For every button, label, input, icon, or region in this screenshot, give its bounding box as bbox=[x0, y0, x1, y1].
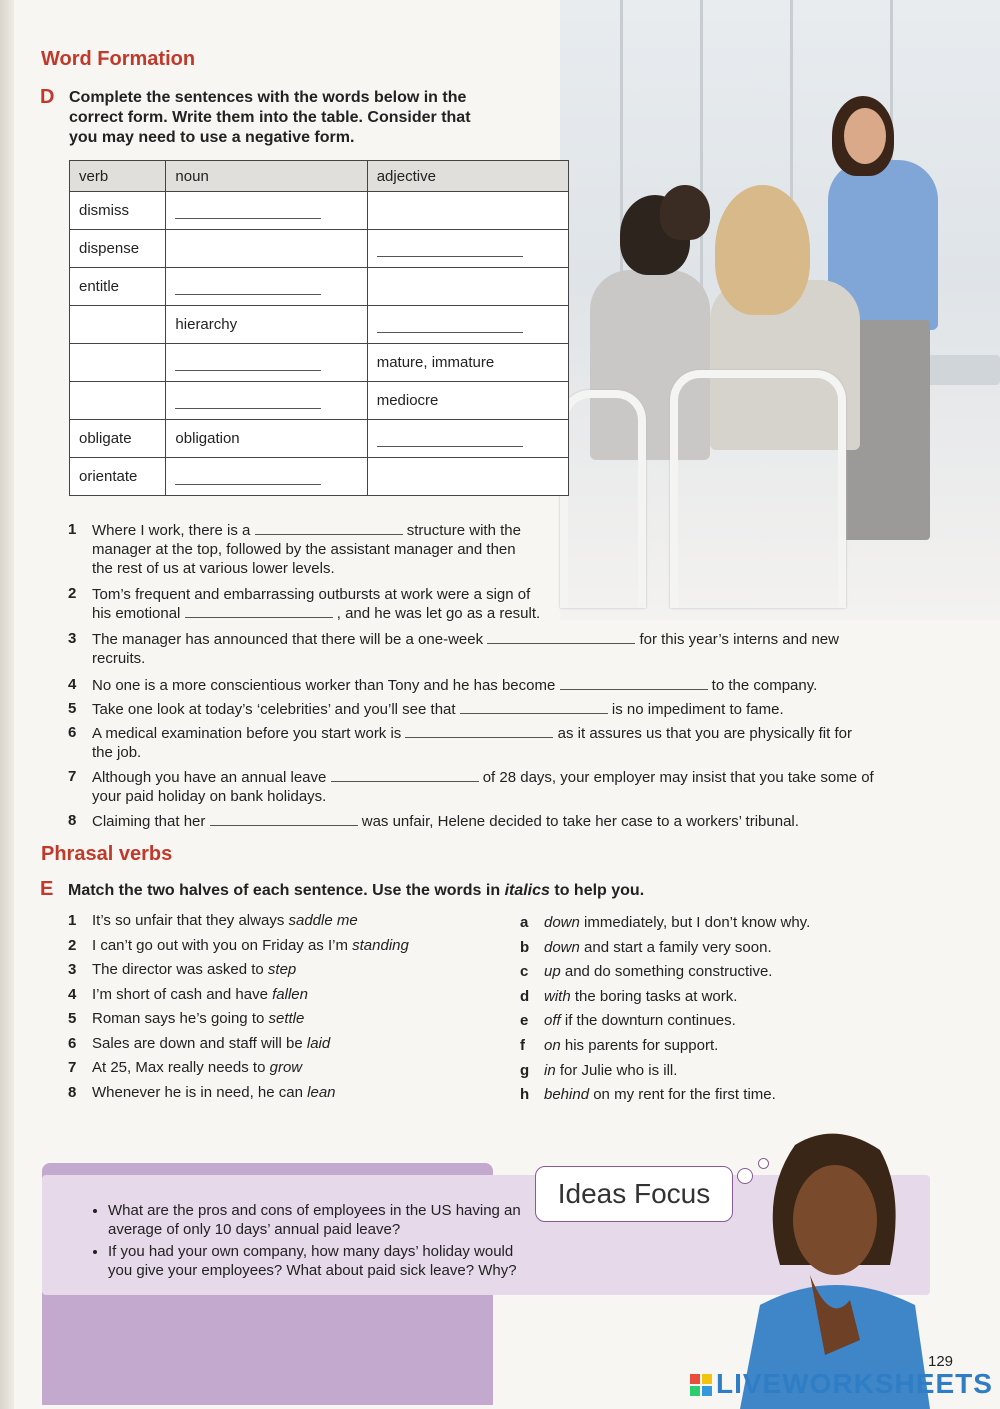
match-left-number: 7 bbox=[68, 1059, 77, 1076]
match-right-italic: off bbox=[544, 1012, 561, 1030]
answer-blank-cell[interactable] bbox=[367, 306, 568, 344]
sentence-text: No one is a more conscientious worker than Tony and he has become bbox=[92, 677, 556, 694]
answer-blank[interactable] bbox=[175, 280, 321, 295]
table-cell: orientate bbox=[70, 458, 166, 496]
table-row bbox=[70, 344, 569, 382]
answer-gap[interactable] bbox=[405, 725, 553, 738]
header-adjective: adjective bbox=[367, 161, 568, 192]
sentence-text: of 28 days, your employer may insist that you take some of bbox=[482, 769, 874, 786]
sentence-text: is no impediment to fame. bbox=[611, 701, 784, 718]
sentence-6 bbox=[92, 724, 922, 762]
sentence-text: recruits. bbox=[92, 650, 146, 667]
sentence-number: 6 bbox=[68, 724, 77, 741]
sentence-text: was unfair, Helene decided to take her case to a workers’ tribunal. bbox=[361, 813, 799, 830]
match-left-text: The director was asked to bbox=[92, 961, 264, 978]
answer-blank-cell[interactable] bbox=[166, 382, 367, 420]
answer-cell[interactable] bbox=[70, 382, 166, 420]
match-right-text: his parents for support. bbox=[564, 1037, 719, 1054]
match-right-item[interactable] bbox=[544, 939, 772, 956]
match-right-letter: a bbox=[520, 914, 529, 931]
sentence-text: the rest of us at various lower levels. bbox=[92, 560, 335, 577]
match-left-item[interactable] bbox=[92, 1059, 302, 1076]
answer-gap[interactable] bbox=[560, 677, 708, 690]
match-left-number: 4 bbox=[68, 985, 77, 1003]
answer-blank-cell[interactable] bbox=[166, 344, 367, 382]
match-right-italic: up bbox=[544, 963, 561, 981]
match-right-italic: on bbox=[544, 1037, 561, 1054]
sentence-number: 5 bbox=[68, 700, 77, 717]
sentence-text: for this year’s interns and new bbox=[639, 631, 839, 648]
answer-gap[interactable] bbox=[460, 701, 608, 714]
table-row bbox=[70, 420, 569, 458]
instruction-line: you may need to use a negative form. bbox=[69, 129, 355, 146]
answer-cell[interactable] bbox=[166, 230, 367, 268]
sentence-text: The manager has announced that there will be a one-week bbox=[92, 631, 484, 648]
instruction-italic: italics bbox=[504, 882, 550, 899]
match-right-text: and start a family very soon. bbox=[584, 938, 772, 956]
instruction-text: to help you. bbox=[554, 882, 645, 899]
match-left-number: 1 bbox=[68, 912, 77, 929]
watermark-logo[interactable]: LIVEWORKSHEETS bbox=[716, 1368, 993, 1399]
match-right-letter: c bbox=[520, 963, 529, 981]
sentence-number: 2 bbox=[68, 585, 77, 602]
table-row bbox=[70, 268, 569, 306]
match-right-item[interactable] bbox=[544, 1062, 677, 1079]
sentence-text: structure with the bbox=[406, 522, 521, 539]
match-right-letter: b bbox=[520, 938, 530, 956]
match-left-number: 3 bbox=[68, 961, 77, 978]
match-right-text: on my rent for the first time. bbox=[593, 1086, 776, 1104]
table-row bbox=[70, 230, 569, 268]
match-left-text: Whenever he is in need, he can bbox=[92, 1083, 303, 1101]
sentence-text: to the company. bbox=[711, 677, 818, 694]
section-heading-word-formation: Word Formation bbox=[41, 48, 196, 70]
match-left-text: Sales are down and staff will be bbox=[92, 1034, 303, 1052]
answer-blank-cell[interactable] bbox=[367, 230, 568, 268]
match-right-item[interactable] bbox=[544, 963, 772, 980]
match-left-italic: lean bbox=[307, 1083, 336, 1101]
second-man-hair bbox=[660, 185, 710, 240]
match-left-italic: settle bbox=[268, 1010, 305, 1027]
instruction-text: Match the two halves of each sentence. Use the words in bbox=[68, 882, 501, 899]
match-right-letter: h bbox=[520, 1086, 530, 1104]
sentence-number: 8 bbox=[68, 812, 77, 829]
sentence-text: A medical examination before you start work is bbox=[92, 725, 402, 742]
table-cell: mediocre bbox=[367, 382, 568, 420]
thinking-boy-illustration bbox=[740, 1125, 930, 1409]
table-cell: hierarchy bbox=[166, 306, 367, 344]
sentence-number: 7 bbox=[68, 768, 77, 785]
answer-blank[interactable] bbox=[377, 432, 523, 447]
sentence-text: his emotional bbox=[92, 605, 181, 622]
answer-blank[interactable] bbox=[377, 242, 523, 257]
answer-gap[interactable] bbox=[185, 605, 333, 618]
table-header-row bbox=[70, 161, 569, 192]
match-right-italic: behind bbox=[544, 1086, 590, 1104]
match-right-item[interactable] bbox=[544, 1037, 718, 1054]
sentence-text: as it assures us that you are physically fit for bbox=[557, 725, 852, 742]
sentence-7 bbox=[92, 768, 942, 806]
answer-blank-cell[interactable] bbox=[166, 458, 367, 496]
sentence-text: Take one look at today’s ‘celebrities’ and you’ll see that bbox=[92, 701, 456, 718]
page-binding bbox=[0, 0, 14, 1409]
match-right-item[interactable] bbox=[544, 1012, 736, 1029]
sentence-3 bbox=[92, 630, 912, 668]
match-right-italic: down bbox=[544, 938, 580, 956]
answer-blank[interactable] bbox=[175, 204, 321, 219]
match-right-italic: down bbox=[544, 914, 580, 931]
answer-blank[interactable] bbox=[175, 356, 321, 371]
table-row bbox=[70, 306, 569, 344]
match-left-number: 2 bbox=[68, 936, 77, 954]
instruction-line: Complete the sentences with the words below in the bbox=[69, 89, 467, 106]
match-left-number: 5 bbox=[68, 1010, 77, 1027]
match-right-item[interactable] bbox=[544, 1086, 776, 1103]
white-chair bbox=[560, 390, 646, 608]
match-left-italic: grow bbox=[269, 1059, 303, 1076]
match-left-item[interactable] bbox=[92, 912, 358, 929]
sentence-text: Although you have an annual leave bbox=[92, 769, 327, 786]
sentence-text: your paid holiday on bank holidays. bbox=[92, 788, 327, 805]
table-row bbox=[70, 382, 569, 420]
table-row bbox=[70, 458, 569, 496]
answer-blank[interactable] bbox=[175, 470, 321, 485]
match-left-text: It’s so unfair that they always bbox=[92, 912, 285, 929]
white-chair bbox=[670, 370, 846, 608]
discussion-question: • If you had your own company, how many days’ holiday would you give your employees? What about paid sick leave? Why? bbox=[108, 1242, 538, 1280]
exercise-d-instruction bbox=[69, 88, 529, 148]
discussion-questions bbox=[68, 1201, 538, 1283]
sentence-text: manager at the top, followed by the assistant manager and then bbox=[92, 541, 516, 558]
answer-blank-cell[interactable] bbox=[166, 268, 367, 306]
match-right-text: for Julie who is ill. bbox=[559, 1061, 678, 1079]
match-left-text: Roman says he’s going to bbox=[92, 1010, 265, 1027]
sentence-2 bbox=[92, 585, 582, 623]
match-left-item[interactable] bbox=[92, 937, 409, 954]
ideas-focus-title: Ideas Focus bbox=[535, 1166, 733, 1222]
match-left-italic: laid bbox=[306, 1034, 331, 1052]
exercise-letter-e: E bbox=[40, 878, 54, 900]
sentence-text: , and he was let go as a result. bbox=[336, 605, 541, 622]
section-heading-phrasal-verbs: Phrasal verbs bbox=[41, 843, 173, 865]
table-cell: obligate bbox=[70, 420, 166, 458]
match-left-item[interactable] bbox=[92, 986, 308, 1003]
answer-gap[interactable] bbox=[210, 813, 358, 826]
sentence-number: 4 bbox=[68, 676, 77, 693]
match-right-letter: e bbox=[520, 1012, 529, 1030]
answer-blank[interactable] bbox=[377, 318, 523, 333]
page-number: 129 bbox=[928, 1353, 954, 1370]
header-noun: noun bbox=[166, 161, 367, 192]
answer-gap[interactable] bbox=[255, 522, 403, 535]
discussion-question: • What are the pros and cons of employees in the US having an average of only 10 days’ annual paid leave? bbox=[108, 1201, 538, 1239]
liveworksheets-logo-icon bbox=[690, 1374, 712, 1396]
sentence-text: the job. bbox=[92, 744, 142, 761]
exercise-letter-d: D bbox=[40, 86, 55, 108]
match-left-italic: standing bbox=[352, 936, 409, 954]
answer-cell[interactable] bbox=[367, 268, 568, 306]
match-right-item[interactable] bbox=[544, 988, 737, 1005]
table-cell: entitle bbox=[70, 268, 166, 306]
table-cell: mature, immature bbox=[367, 344, 568, 382]
match-right-letter: g bbox=[520, 1061, 530, 1079]
match-left-italic: saddle me bbox=[288, 912, 358, 929]
match-right-italic: with bbox=[544, 987, 571, 1005]
sentence-text: Claiming that her bbox=[92, 813, 206, 830]
table-cell: obligation bbox=[166, 420, 367, 458]
match-left-item[interactable] bbox=[92, 1035, 330, 1052]
match-left-item[interactable] bbox=[92, 1084, 336, 1101]
sentence-4 bbox=[92, 676, 922, 695]
table-cell: dismiss bbox=[70, 192, 166, 230]
match-right-text: if the downturn continues. bbox=[564, 1012, 736, 1030]
match-left-italic: fallen bbox=[272, 985, 308, 1003]
match-right-item[interactable] bbox=[544, 914, 810, 931]
answer-cell[interactable] bbox=[70, 344, 166, 382]
instruction-line: correct form. Write them into the table. Consider that bbox=[69, 109, 471, 126]
answer-gap[interactable] bbox=[487, 631, 635, 644]
match-left-item[interactable] bbox=[92, 1010, 304, 1027]
match-right-text: the boring tasks at work. bbox=[574, 987, 738, 1005]
match-left-text: At 25, Max really needs to bbox=[92, 1059, 266, 1076]
seated-woman-hair bbox=[715, 185, 810, 315]
office-meeting-photo bbox=[560, 0, 1000, 620]
sentence-text: Where I work, there is a bbox=[92, 522, 251, 539]
match-left-text: I’m short of cash and have bbox=[92, 985, 268, 1003]
answer-blank-cell[interactable] bbox=[367, 420, 568, 458]
match-right-italic: in bbox=[544, 1061, 556, 1079]
standing-woman-head bbox=[844, 108, 886, 164]
boy-face bbox=[793, 1165, 877, 1275]
sentence-number: 3 bbox=[68, 630, 77, 647]
exercise-e-instruction bbox=[68, 881, 768, 901]
match-right-letter: d bbox=[520, 987, 530, 1005]
answer-cell[interactable] bbox=[367, 192, 568, 230]
word-formation-table bbox=[69, 160, 569, 496]
match-left-number: 8 bbox=[68, 1083, 77, 1101]
match-right-text: immediately, but I don’t know why. bbox=[584, 914, 811, 931]
sentence-text: Tom’s frequent and embarrassing outbursts at work were a sign of bbox=[92, 586, 531, 603]
answer-blank-cell[interactable] bbox=[166, 192, 367, 230]
match-left-item[interactable] bbox=[92, 961, 296, 978]
answer-cell[interactable] bbox=[70, 306, 166, 344]
match-left-text: I can’t go out with you on Friday as I’m bbox=[92, 936, 348, 954]
sentence-5 bbox=[92, 700, 922, 719]
answer-cell[interactable] bbox=[367, 458, 568, 496]
match-right-letter: f bbox=[520, 1037, 525, 1054]
sentence-1 bbox=[92, 521, 572, 578]
table-row bbox=[70, 192, 569, 230]
match-left-number: 6 bbox=[68, 1034, 77, 1052]
answer-blank[interactable] bbox=[175, 394, 321, 409]
answer-gap[interactable] bbox=[331, 769, 479, 782]
match-left-italic: step bbox=[267, 961, 297, 978]
table-cell: dispense bbox=[70, 230, 166, 268]
sentence-number: 1 bbox=[68, 521, 77, 538]
sentence-8 bbox=[92, 812, 922, 831]
header-verb: verb bbox=[70, 161, 166, 192]
match-right-text: and do something constructive. bbox=[564, 963, 773, 981]
